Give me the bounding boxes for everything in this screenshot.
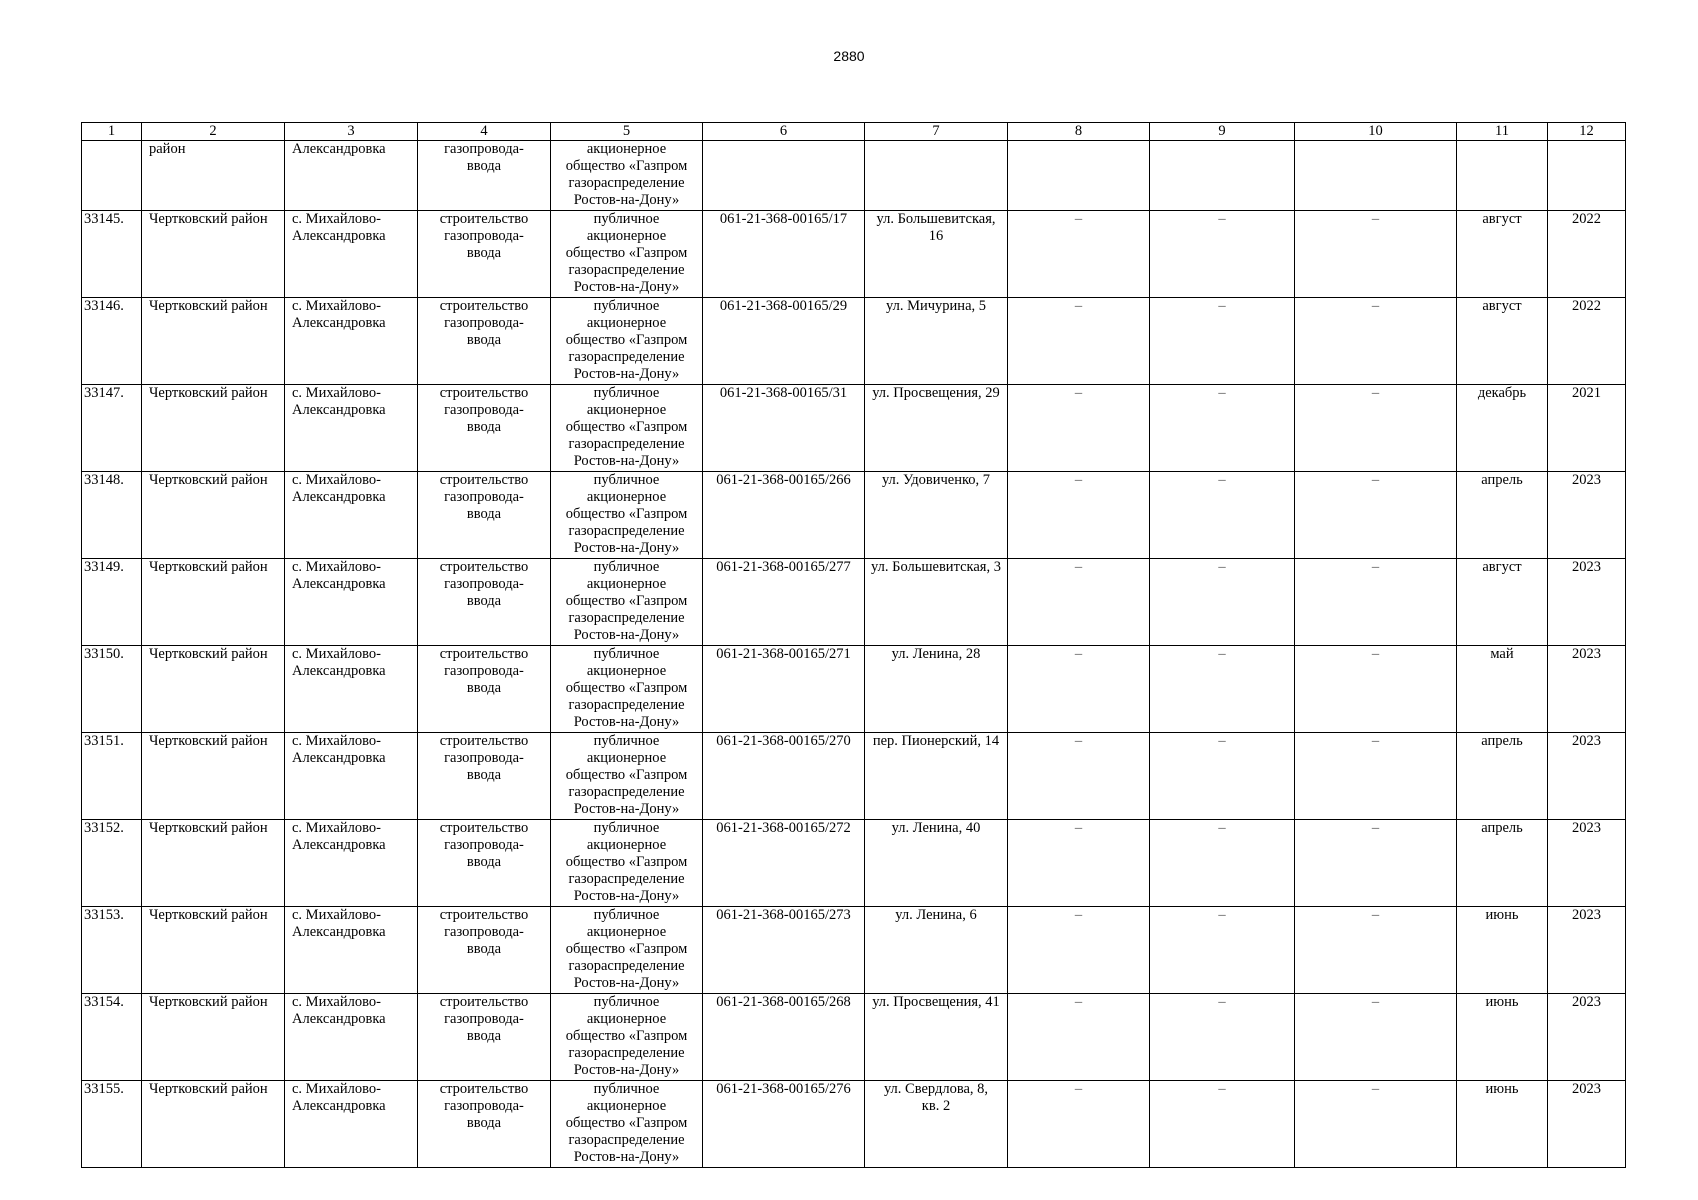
- cell-work: строительство газопровода- ввода: [418, 472, 551, 559]
- cell-locality: Александровка: [285, 141, 418, 211]
- cell-month: апрель: [1457, 733, 1548, 820]
- cell-col8: [1008, 141, 1150, 211]
- cell-organization: публичное акционерное общество «Газпром газораспределение Ростов-на-Дону»: [551, 211, 703, 298]
- cell-number: 33151.: [82, 733, 142, 820]
- cell-month: июнь: [1457, 994, 1548, 1081]
- cell-number: 33155.: [82, 1081, 142, 1168]
- cell-address: [865, 141, 1008, 211]
- cell-col9: –: [1150, 472, 1295, 559]
- cell-district: Чертковский район: [142, 298, 285, 385]
- cell-organization: акционерное общество «Газпром газораспределение Ростов-на-Дону»: [551, 141, 703, 211]
- cell-month: апрель: [1457, 472, 1548, 559]
- cell-month: июнь: [1457, 907, 1548, 994]
- column-header: 11: [1457, 123, 1548, 141]
- cell-code: 061-21-368-00165/276: [703, 1081, 865, 1168]
- cell-address: ул. Ленина, 28: [865, 646, 1008, 733]
- cell-col9: –: [1150, 733, 1295, 820]
- table-row: [82, 646, 1626, 733]
- cell-organization: публичное акционерное общество «Газпром газораспределение Ростов-на-Дону»: [551, 907, 703, 994]
- table-row: [82, 820, 1626, 907]
- cell-address: ул. Удовиченко, 7: [865, 472, 1008, 559]
- cell-work: строительство газопровода- ввода: [418, 994, 551, 1081]
- cell-code: 061-21-368-00165/277: [703, 559, 865, 646]
- cell-address: ул. Ленина, 6: [865, 907, 1008, 994]
- cell-district: Чертковский район: [142, 472, 285, 559]
- cell-number: [82, 141, 142, 211]
- cell-col9: [1150, 141, 1295, 211]
- column-header: 12: [1548, 123, 1626, 141]
- cell-col9: –: [1150, 907, 1295, 994]
- cell-col8: –: [1008, 820, 1150, 907]
- cell-address: ул. Просвещения, 41: [865, 994, 1008, 1081]
- cell-number: 33153.: [82, 907, 142, 994]
- column-header: 9: [1150, 123, 1295, 141]
- cell-code: 061-21-368-00165/272: [703, 820, 865, 907]
- header-row: [82, 123, 1626, 141]
- cell-col8: –: [1008, 559, 1150, 646]
- cell-year: 2023: [1548, 559, 1626, 646]
- cell-col10: –: [1295, 298, 1457, 385]
- cell-code: 061-21-368-00165/268: [703, 994, 865, 1081]
- table-row: [82, 733, 1626, 820]
- cell-number: 33147.: [82, 385, 142, 472]
- table-row: [82, 298, 1626, 385]
- cell-locality: с. Михайлово- Александровка: [285, 1081, 418, 1168]
- cell-code: 061-21-368-00165/17: [703, 211, 865, 298]
- cell-locality: с. Михайлово- Александровка: [285, 385, 418, 472]
- cell-number: 33154.: [82, 994, 142, 1081]
- cell-code: 061-21-368-00165/266: [703, 472, 865, 559]
- cell-year: 2023: [1548, 472, 1626, 559]
- cell-month: май: [1457, 646, 1548, 733]
- cell-col10: –: [1295, 820, 1457, 907]
- cell-district: район: [142, 141, 285, 211]
- cell-col10: [1295, 141, 1457, 211]
- cell-col10: –: [1295, 907, 1457, 994]
- cell-number: 33145.: [82, 211, 142, 298]
- cell-district: Чертковский район: [142, 733, 285, 820]
- cell-year: 2023: [1548, 907, 1626, 994]
- cell-locality: с. Михайлово- Александровка: [285, 646, 418, 733]
- cell-locality: с. Михайлово- Александровка: [285, 994, 418, 1081]
- cell-address: ул. Свердлова, 8, кв. 2: [865, 1081, 1008, 1168]
- cell-col9: –: [1150, 211, 1295, 298]
- cell-district: Чертковский район: [142, 907, 285, 994]
- column-header: 3: [285, 123, 418, 141]
- table-row: [82, 385, 1626, 472]
- cell-locality: с. Михайлово- Александровка: [285, 559, 418, 646]
- table-row: [82, 211, 1626, 298]
- cell-organization: публичное акционерное общество «Газпром газораспределение Ростов-на-Дону»: [551, 646, 703, 733]
- cell-col10: –: [1295, 211, 1457, 298]
- cell-locality: с. Михайлово- Александровка: [285, 298, 418, 385]
- cell-number: 33148.: [82, 472, 142, 559]
- page-number: 2880: [833, 48, 865, 64]
- cell-col8: –: [1008, 211, 1150, 298]
- cell-organization: публичное акционерное общество «Газпром газораспределение Ростов-на-Дону»: [551, 298, 703, 385]
- cell-month: [1457, 141, 1548, 211]
- cell-code: 061-21-368-00165/273: [703, 907, 865, 994]
- cell-address: ул. Ленина, 40: [865, 820, 1008, 907]
- cell-col10: –: [1295, 385, 1457, 472]
- cell-col10: –: [1295, 472, 1457, 559]
- cell-work: строительство газопровода- ввода: [418, 733, 551, 820]
- table-row-continued: [82, 141, 1626, 211]
- cell-locality: с. Михайлово- Александровка: [285, 820, 418, 907]
- cell-district: Чертковский район: [142, 994, 285, 1081]
- cell-code: 061-21-368-00165/31: [703, 385, 865, 472]
- cell-col8: –: [1008, 472, 1150, 559]
- cell-year: 2023: [1548, 646, 1626, 733]
- cell-month: август: [1457, 298, 1548, 385]
- cell-locality: с. Михайлово- Александровка: [285, 211, 418, 298]
- cell-col10: –: [1295, 733, 1457, 820]
- column-header: 7: [865, 123, 1008, 141]
- cell-year: 2023: [1548, 820, 1626, 907]
- column-header: 8: [1008, 123, 1150, 141]
- cell-code: 061-21-368-00165/29: [703, 298, 865, 385]
- cell-organization: публичное акционерное общество «Газпром газораспределение Ростов-на-Дону»: [551, 1081, 703, 1168]
- cell-col8: –: [1008, 1081, 1150, 1168]
- cell-col10: –: [1295, 559, 1457, 646]
- cell-organization: публичное акционерное общество «Газпром газораспределение Ростов-на-Дону»: [551, 820, 703, 907]
- cell-code: 061-21-368-00165/271: [703, 646, 865, 733]
- cell-organization: публичное акционерное общество «Газпром газораспределение Ростов-на-Дону»: [551, 733, 703, 820]
- cell-col9: –: [1150, 646, 1295, 733]
- column-header: 2: [142, 123, 285, 141]
- cell-district: Чертковский район: [142, 211, 285, 298]
- cell-locality: с. Михайлово- Александровка: [285, 907, 418, 994]
- cell-work: газопровода- ввода: [418, 141, 551, 211]
- cell-address: ул. Большевитская, 3: [865, 559, 1008, 646]
- cell-district: Чертковский район: [142, 820, 285, 907]
- cell-year: [1548, 141, 1626, 211]
- cell-number: 33152.: [82, 820, 142, 907]
- cell-work: строительство газопровода- ввода: [418, 820, 551, 907]
- cell-district: Чертковский район: [142, 385, 285, 472]
- table-row: [82, 559, 1626, 646]
- cell-month: август: [1457, 559, 1548, 646]
- cell-year: 2022: [1548, 298, 1626, 385]
- cell-col8: –: [1008, 646, 1150, 733]
- cell-month: июнь: [1457, 1081, 1548, 1168]
- cell-col9: –: [1150, 1081, 1295, 1168]
- cell-col8: –: [1008, 298, 1150, 385]
- cell-work: строительство газопровода- ввода: [418, 1081, 551, 1168]
- cell-year: 2021: [1548, 385, 1626, 472]
- cell-address: ул. Мичурина, 5: [865, 298, 1008, 385]
- table-row: [82, 907, 1626, 994]
- cell-col9: –: [1150, 385, 1295, 472]
- cell-col8: –: [1008, 733, 1150, 820]
- column-header: 4: [418, 123, 551, 141]
- cell-number: 33146.: [82, 298, 142, 385]
- cell-district: Чертковский район: [142, 559, 285, 646]
- cell-col10: –: [1295, 1081, 1457, 1168]
- cell-work: строительство газопровода- ввода: [418, 559, 551, 646]
- cell-organization: публичное акционерное общество «Газпром газораспределение Ростов-на-Дону»: [551, 472, 703, 559]
- cell-locality: с. Михайлово- Александровка: [285, 472, 418, 559]
- column-header: 1: [82, 123, 142, 141]
- cell-number: 33150.: [82, 646, 142, 733]
- table-row: [82, 472, 1626, 559]
- table-row: [82, 994, 1626, 1081]
- cell-organization: публичное акционерное общество «Газпром газораспределение Ростов-на-Дону»: [551, 994, 703, 1081]
- cell-month: апрель: [1457, 820, 1548, 907]
- cell-work: строительство газопровода- ввода: [418, 907, 551, 994]
- cell-col10: –: [1295, 646, 1457, 733]
- cell-work: строительство газопровода- ввода: [418, 211, 551, 298]
- cell-work: строительство газопровода- ввода: [418, 385, 551, 472]
- cell-code: [703, 141, 865, 211]
- cell-code: 061-21-368-00165/270: [703, 733, 865, 820]
- cell-year: 2023: [1548, 733, 1626, 820]
- cell-work: строительство газопровода- ввода: [418, 298, 551, 385]
- cell-col10: –: [1295, 994, 1457, 1081]
- cell-district: Чертковский район: [142, 1081, 285, 1168]
- cell-number: 33149.: [82, 559, 142, 646]
- data-table: [81, 122, 1626, 1168]
- cell-month: август: [1457, 211, 1548, 298]
- cell-year: 2023: [1548, 994, 1626, 1081]
- cell-locality: с. Михайлово- Александровка: [285, 733, 418, 820]
- cell-col9: –: [1150, 298, 1295, 385]
- cell-year: 2022: [1548, 211, 1626, 298]
- cell-col9: –: [1150, 820, 1295, 907]
- table-row: [82, 1081, 1626, 1168]
- cell-organization: публичное акционерное общество «Газпром газораспределение Ростов-на-Дону»: [551, 385, 703, 472]
- cell-organization: публичное акционерное общество «Газпром газораспределение Ростов-на-Дону»: [551, 559, 703, 646]
- cell-col8: –: [1008, 385, 1150, 472]
- cell-col9: –: [1150, 994, 1295, 1081]
- cell-address: пер. Пионерский, 14: [865, 733, 1008, 820]
- cell-col8: –: [1008, 994, 1150, 1081]
- column-header: 6: [703, 123, 865, 141]
- column-header: 10: [1295, 123, 1457, 141]
- cell-year: 2023: [1548, 1081, 1626, 1168]
- cell-district: Чертковский район: [142, 646, 285, 733]
- cell-col9: –: [1150, 559, 1295, 646]
- cell-work: строительство газопровода- ввода: [418, 646, 551, 733]
- cell-address: ул. Большевитская, 16: [865, 211, 1008, 298]
- cell-col8: –: [1008, 907, 1150, 994]
- column-header: 5: [551, 123, 703, 141]
- cell-month: декабрь: [1457, 385, 1548, 472]
- cell-address: ул. Просвещения, 29: [865, 385, 1008, 472]
